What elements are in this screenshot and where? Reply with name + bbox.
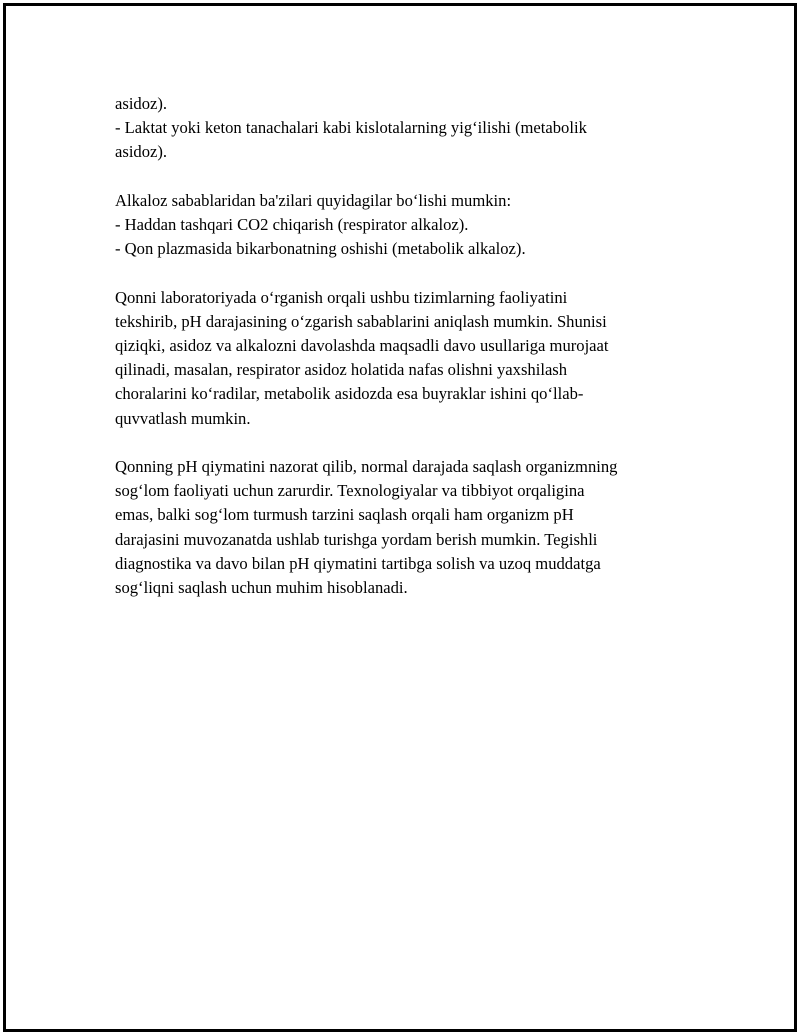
text-line: diagnostika va davo bilan pH qiymatini tartibga solish va uzoq muddatga — [115, 553, 601, 573]
text-line: Qonni laboratoriyada o‘rganish orqali ushbu tizimlarning faoliyatini — [115, 287, 568, 307]
document-body — [115, 92, 695, 624]
paragraph-acidosis-tail — [115, 92, 695, 165]
paragraph-laboratory-study — [115, 286, 695, 431]
text-line: - Haddan tashqari CO2 chiqarish (respirator alkaloz). — [115, 215, 469, 234]
text-line: - Qon plazmasida bikarbonatning oshishi (metabolik alkaloz). — [115, 239, 526, 259]
text-line: sog‘liqni saqlash uchun muhim hisoblanadi. — [115, 578, 408, 598]
paragraph-alkalosis-causes — [115, 189, 695, 262]
text-line: Alkaloz sabablaridan ba'zilari quyidagilar bo‘lishi mumkin: — [115, 190, 512, 210]
paragraph-ph-control-conclusion — [115, 455, 695, 600]
text-line: - Laktat yoki keton tanachalari kabi kislotalarning yig‘ilishi (metabolik — [115, 118, 587, 138]
text-line: choralarini ko‘radilar, metabolik asidozda esa buyraklar ishini qo‘llab- — [115, 384, 584, 404]
text-line: sog‘lom faoliyati uchun zarurdir. Texnologiyalar va tibbiyot orqaligina — [115, 481, 585, 501]
text-line: emas, balki sog‘lom turmush tarzini saqlash orqali ham organizm pH — [115, 505, 574, 525]
text-line: qilinadi, masalan, respirator asidoz holatida nafas olishni yaxshilash — [115, 360, 568, 380]
text-line: tekshirib, pH darajasining o‘zgarish sabablarini aniqlash mumkin. Shunisi — [115, 311, 607, 331]
text-line: quvvatlash mumkin. — [115, 408, 251, 428]
text-line: Qonning pH qiymatini nazorat qilib, normal darajada saqlash organizmning — [115, 457, 618, 476]
text-line: qiziqki, asidoz va alkalozni davolashda maqsadli davo usullariga murojaat — [115, 336, 609, 355]
text-line: asidoz). — [115, 94, 168, 113]
text-line: darajasini muvozanatda ushlab turishga yordam berish mumkin. Tegishli — [115, 529, 598, 549]
text-line: asidoz). — [115, 142, 168, 162]
